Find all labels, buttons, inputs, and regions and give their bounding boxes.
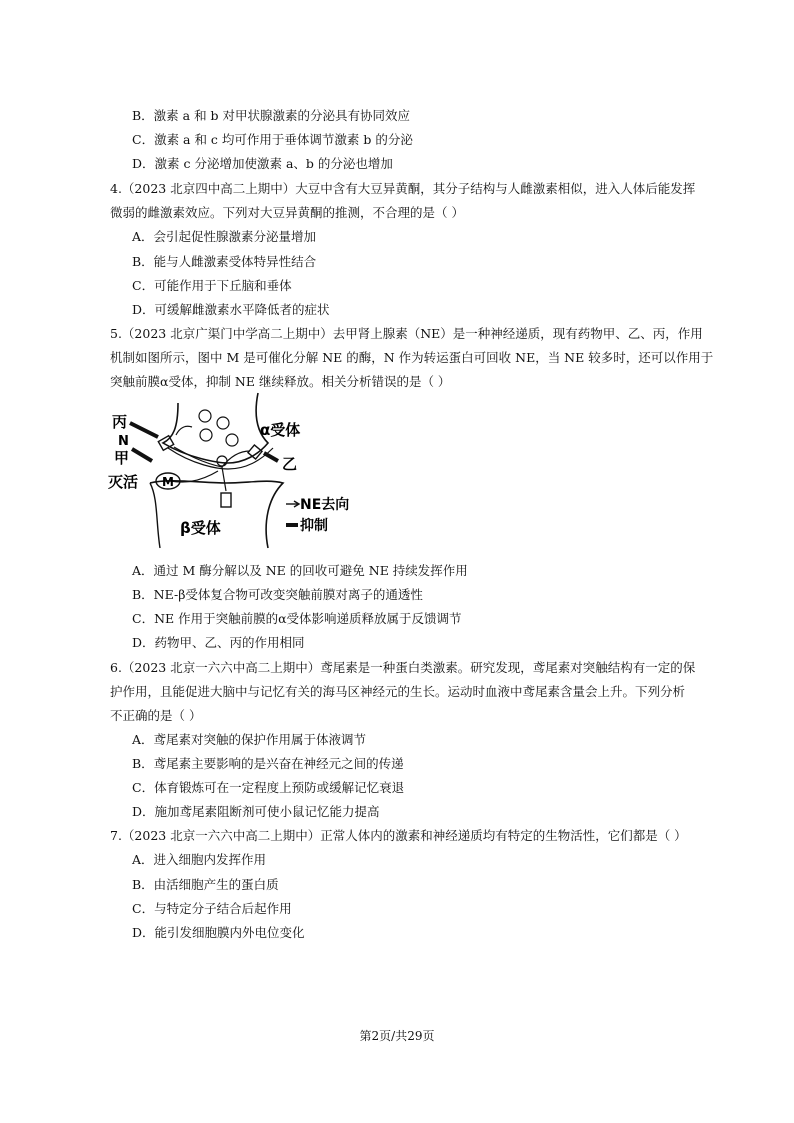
postsynaptic-left xyxy=(150,483,160,548)
q4-stem-line2: 微弱的雌激素效应。下列对大豆异黄酮的推测，不合理的是（ ） xyxy=(110,205,464,220)
q7-option-a: A．进入细胞内发挥作用 xyxy=(132,852,267,867)
vesicle xyxy=(217,417,229,429)
vesicle xyxy=(200,429,212,441)
ne-arrow-recycle xyxy=(176,426,192,435)
legend-inhibit: 抑制 xyxy=(300,518,328,534)
q5-option-d: D．药物甲、乙、丙的作用相同 xyxy=(132,635,305,650)
q4-stem-line1: 4.（2023 北京四中高二上期中）大豆中含有大豆异黄酮，其分子结构与人雌激素相似，进入人体后能发挥 xyxy=(110,181,696,196)
vesicle xyxy=(217,456,227,466)
q6-option-b: B．鸢尾素主要影响的是兴奋在神经元之间的传递 xyxy=(132,756,404,771)
q5-option-b: B．NE-β受体复合物可改变突触前膜对离子的通透性 xyxy=(132,587,423,602)
beta-receptor xyxy=(221,493,231,507)
q5-stem-line1: 5.（2023 北京广渠门中学高二上期中）去甲肾上腺素（NE）是一种神经递质，现有药物甲、乙、丙，作用 xyxy=(110,326,703,341)
label-miehuo: 灭活 xyxy=(108,473,139,491)
label-n: N xyxy=(118,434,129,449)
label-m: M xyxy=(162,475,174,489)
label-yi: 乙 xyxy=(282,455,298,473)
vesicle xyxy=(199,410,211,422)
q6-option-a: A．鸢尾素对突触的保护作用属于体液调节 xyxy=(132,732,367,747)
q7-option-d: D．能引发细胞膜内外电位变化 xyxy=(132,925,305,940)
q3-option-c: C．激素 a 和 c 均可作用于垂体调节激素 b 的分泌 xyxy=(132,132,413,147)
q6-stem-line1: 6.（2023 北京一六六中高二上期中）鸢尾素是一种蛋白类激素。研究发现，鸢尾素对突触结构有一定的保 xyxy=(110,660,696,675)
legend-ne-direction: NE去向 xyxy=(300,497,350,513)
label-jia: 甲 xyxy=(114,449,130,467)
synapse-diagram xyxy=(108,383,350,553)
inhibit-bing xyxy=(130,423,158,437)
q7-stem-line1: 7.（2023 北京一六六中高二上期中）正常人体内的激素和神经递质均有特定的生物活性，它们都是（ ） xyxy=(110,828,687,843)
inhibit-yi xyxy=(264,453,278,461)
q6-option-d: D．施加鸢尾素阻断剂可使小鼠记忆能力提高 xyxy=(132,804,380,819)
q4-option-b: B．能与人雌激素受体特异性结合 xyxy=(132,254,317,269)
label-beta-receptor: β受体 xyxy=(180,519,221,537)
presynaptic-membrane xyxy=(163,393,268,463)
label-alpha-receptor: α受体 xyxy=(260,421,301,439)
vesicle xyxy=(226,434,238,446)
inhibit-jia xyxy=(132,449,152,461)
q6-stem-line3: 不正确的是（ ） xyxy=(110,708,202,723)
q5-option-c: C．NE 作用于突触前膜的α受体影响递质释放属于反馈调节 xyxy=(132,611,462,626)
q7-option-b: B．由活细胞产生的蛋白质 xyxy=(132,877,279,892)
q7-option-c: C．与特定分子结合后起作用 xyxy=(132,901,292,916)
page-number-footer: 第2页/共29页 xyxy=(359,1029,435,1043)
q5-stem-line3: 突触前膜α受体，抑制 NE 继续释放。相关分析错误的是（ ） xyxy=(110,374,451,389)
q3-option-b: B．激素 a 和 b 对甲状腺激素的分泌具有协同效应 xyxy=(132,108,411,123)
ne-arrow xyxy=(222,467,226,491)
postsynaptic-membrane xyxy=(150,481,283,548)
q6-option-c: C．体育锻炼可在一定程度上预防或缓解记忆衰退 xyxy=(132,780,405,795)
q6-stem-line2: 护作用，且能促进大脑中与记忆有关的海马区神经元的生长。运动时血液中鸢尾素含量会上升。下列分析 xyxy=(110,684,686,699)
q3-option-d: D．激素 c 分泌增加使激素 a、b 的分泌也增加 xyxy=(132,156,393,171)
q4-option-c: C．可能作用于下丘脑和垂体 xyxy=(132,278,292,293)
q4-option-d: D．可缓解雌激素水平降低者的症状 xyxy=(132,302,330,317)
q5-stem-line2: 机制如图所示，图中 M 是可催化分解 NE 的酶，N 作为转运蛋白可回收 NE，当 NE 较多时，还可以作用于 xyxy=(110,350,714,365)
q4-option-a: A．会引起促性腺激素分泌量增加 xyxy=(132,229,317,244)
label-bing: 丙 xyxy=(112,413,128,431)
q5-option-a: A．通过 M 酶分解以及 NE 的回收可避免 NE 持续发挥作用 xyxy=(132,563,468,578)
